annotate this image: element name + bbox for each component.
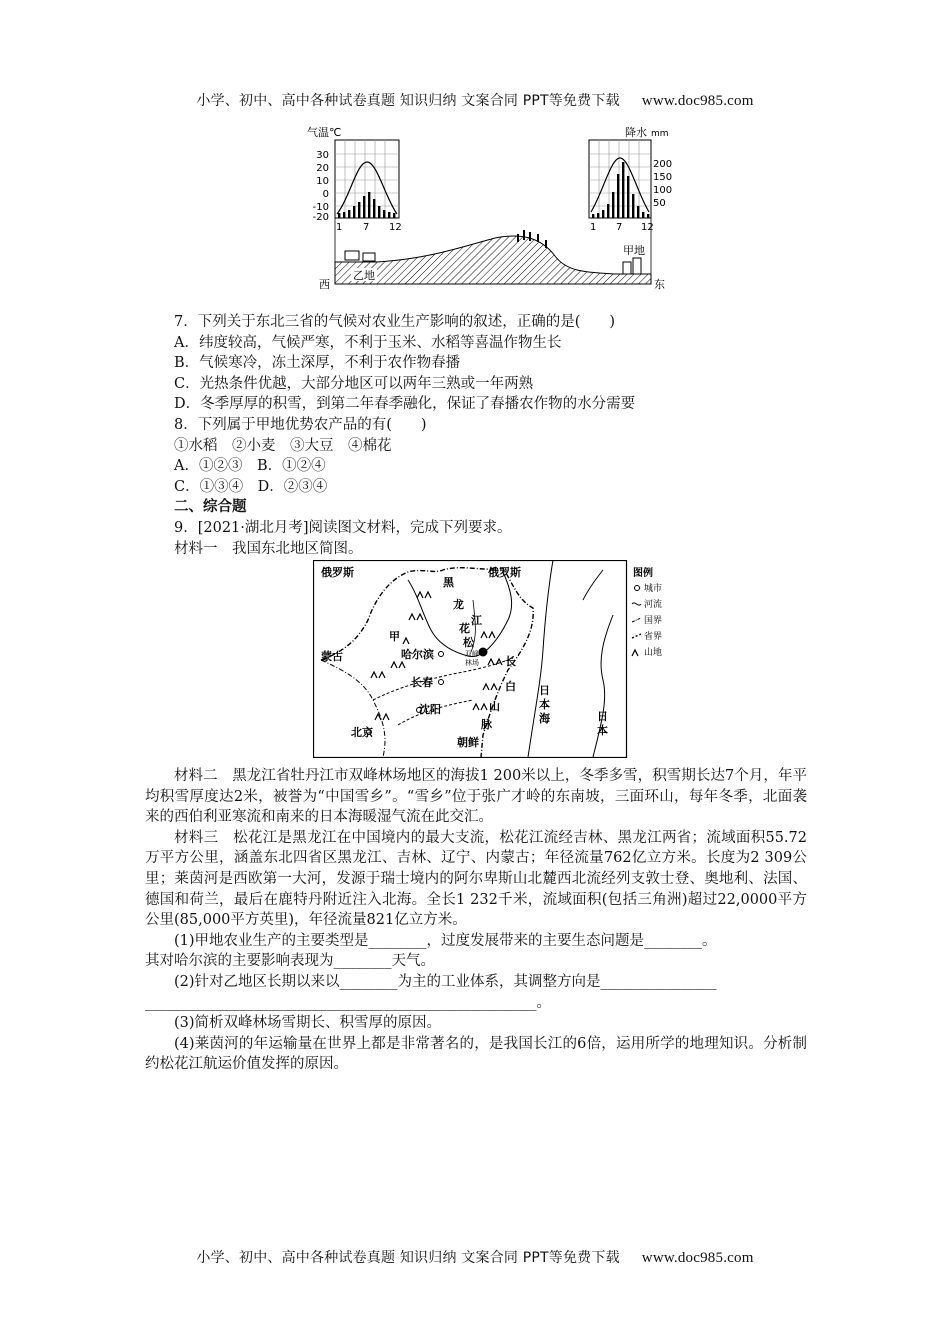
map-label: 江 bbox=[471, 614, 482, 627]
q8-stem: 8．下列属于甲地优势农产品的有( ) bbox=[174, 416, 427, 433]
month-label: 12 bbox=[389, 222, 402, 233]
map-label-japan: 日 bbox=[597, 710, 608, 723]
footer-site: www.doc985.com bbox=[641, 1250, 754, 1266]
river-legend-icon bbox=[632, 603, 641, 605]
q7-option-d: D．冬季厚厚的积雪，到第二年春季融化，保证了春播农作物的水分需要 bbox=[174, 396, 636, 413]
northeast-map bbox=[313, 560, 678, 758]
sub-question-1b: 其对哈尔滨的主要影响表现为________天气。 bbox=[145, 953, 435, 970]
right-axis-title: 降水 bbox=[625, 126, 647, 139]
map-label-harbin: 哈尔滨 bbox=[401, 648, 434, 661]
q8-items: ①水稻 ②小麦 ③大豆 ④棉花 bbox=[174, 437, 392, 454]
sub-question-4: (4)莱茵河的年运输量在世界上都是非常著名的，是我国长江的6倍，运用所学的地理知识。分析制约松花江航运价值发挥的原因。 bbox=[145, 1035, 807, 1073]
right-tick: 50 bbox=[653, 198, 666, 209]
q8-options-cd: C．①③④ D．②③④ bbox=[174, 478, 328, 495]
legend-title: 图例 bbox=[633, 568, 653, 579]
right-chart-frame bbox=[589, 140, 651, 218]
right-tick: 150 bbox=[653, 172, 673, 183]
material-2: 材料二 黑龙江省牡丹江市双峰林场地区的海拔1 200米以上，冬季多雪，积雪期长达7个月，年平均积雪厚度达2米，被誉为“中国雪乡”。“雪乡”位于张广才岭的东南坡，三面环山，每年冬季，北面袭来的西伯利亚寒流和南来的日本海暖湿气流在此交汇。 bbox=[145, 768, 807, 826]
village-icon bbox=[345, 251, 375, 261]
header-site: www.doc985.com bbox=[641, 93, 754, 109]
sub-question-2b: ______________________________________________________。 bbox=[145, 994, 551, 1011]
month-label: 1 bbox=[336, 222, 343, 233]
month-label: 7 bbox=[616, 222, 623, 233]
east-label: 东 bbox=[654, 278, 665, 291]
left-tick: 30 bbox=[316, 150, 329, 161]
left-tick: 0 bbox=[322, 189, 329, 200]
map-label-shenyang: 沈阳 bbox=[419, 703, 441, 716]
right-tick: 100 bbox=[653, 185, 673, 196]
map-label: 白 bbox=[505, 680, 516, 693]
questions-block-1 bbox=[145, 312, 807, 559]
national-border-legend-icon bbox=[632, 618, 641, 622]
map-label-farm: 双峰 bbox=[465, 650, 479, 658]
q7-option-a: A．纬度较高，气候严寒，不利于玉米、水稻等喜温作物生长 bbox=[174, 334, 562, 351]
month-label: 12 bbox=[641, 222, 654, 233]
map-label-russia: 俄罗斯 bbox=[321, 566, 354, 579]
q7-stem: 7．下列关于东北三省的气候对农业生产影响的叙述，正确的是( ) bbox=[174, 314, 616, 330]
section-title: 二、综合题 bbox=[174, 498, 247, 516]
legend-item: 国界 bbox=[644, 616, 663, 626]
town-icon bbox=[623, 258, 641, 274]
month-label: 1 bbox=[590, 222, 597, 233]
sub-question-1a: (1)甲地农业生产的主要类型是________，过度发展带来的主要生态问题是________。 bbox=[174, 932, 717, 949]
right-temp-curve bbox=[591, 158, 649, 212]
map-label-sea: 日 bbox=[539, 684, 550, 697]
q7-option-b: B．气候寒冷，冻土深厚，不利于农作物春播 bbox=[174, 355, 461, 372]
header-text: 小学、初中、高中各种试卷真题 知识归纳 文案合同 PPT等免费下载 bbox=[196, 93, 620, 109]
right-tick: 200 bbox=[653, 159, 673, 170]
page-footer bbox=[0, 1247, 950, 1267]
legend-item: 山地 bbox=[644, 648, 663, 658]
left-tick: 10 bbox=[316, 176, 329, 187]
terrain-profile bbox=[335, 236, 651, 284]
city-legend-icon bbox=[635, 586, 640, 591]
map-label-mongolia: 蒙古 bbox=[321, 650, 343, 663]
map-label-japan: 本 bbox=[597, 724, 608, 737]
map-label-changchun: 长春 bbox=[411, 676, 433, 689]
sub-question-2a: (2)针对乙地区长期以来以________为主的工业体系，其调整方向是________________ bbox=[174, 973, 717, 990]
map-label-farm: 林场 bbox=[465, 659, 479, 667]
left-chart-frame bbox=[335, 140, 399, 218]
provincial-border-legend-icon bbox=[632, 634, 641, 638]
site-a-label: 乙地 bbox=[353, 269, 375, 282]
map-label: 花 bbox=[459, 622, 470, 635]
page-header bbox=[0, 90, 950, 110]
map-label: 脉 bbox=[481, 718, 492, 731]
q8-options-ab: A．①②③ B．①②④ bbox=[174, 458, 326, 475]
map-label: 松 bbox=[463, 636, 474, 649]
map-label-korea: 朝鲜 bbox=[457, 736, 479, 749]
map-label-beijing: 北京 bbox=[351, 726, 373, 739]
climate-profile-figure bbox=[305, 122, 675, 294]
legend-item: 城市 bbox=[644, 584, 663, 594]
q9-material1: 材料一 我国东北地区简图。 bbox=[174, 540, 363, 557]
legend-item: 省界 bbox=[644, 632, 663, 642]
left-axis-title: 气温℃ bbox=[307, 126, 342, 139]
q9-stem: 9．[2021·湖北月考]阅读图文材料，完成下列要求。 bbox=[174, 519, 512, 536]
q7-option-c: C．光热条件优越，大部分地区可以两年三熟或一年两熟 bbox=[174, 375, 534, 392]
map-label-russia: 俄罗斯 bbox=[488, 566, 521, 579]
shuangfeng-marker bbox=[479, 648, 488, 657]
left-tick: -10 bbox=[312, 202, 329, 213]
mountain-legend-icon bbox=[632, 650, 638, 656]
month-label: 7 bbox=[363, 222, 370, 233]
sub-question-3: (3)简析双峰林场雪期长、积雪厚的原因。 bbox=[174, 1015, 442, 1032]
map-label-sea: 海 bbox=[539, 712, 550, 725]
west-label: 西 bbox=[319, 278, 330, 291]
map-label-sea: 本 bbox=[539, 698, 550, 711]
left-tick: -20 bbox=[312, 212, 329, 223]
site-b-label: 甲地 bbox=[623, 244, 645, 257]
right-precip-bars bbox=[592, 162, 649, 218]
material-3: 材料三 松花江是黑龙江在中国境内的最大支流，松花江流经吉林、黑龙江两省；流域面积55.72万平方公里，涵盖东北四省区黑龙江、吉林、辽宁、内蒙古；年径流量762亿立方米。长度为2 309公里；莱茵河是西欧第一大河，发源于瑞士境内的阿尔卑斯山北麓西北流经列支敦士登、奥地利、法国、德国和荷兰，最后在鹿特丹附近注入北海。全长1 232千米，流域面积(包括三角洲)超过22,0000平方公里(85,000平方英里)，年径流量821亿立方米。 bbox=[145, 829, 807, 929]
footer-text: 小学、初中、高中各种试卷真题 知识归纳 文案合同 PPT等免费下载 bbox=[196, 1250, 620, 1266]
legend-item: 河流 bbox=[644, 600, 663, 610]
right-unit: mm bbox=[651, 129, 669, 139]
map-label: 龙 bbox=[453, 598, 464, 611]
map-label: 长 bbox=[505, 655, 516, 668]
questions-block-2 bbox=[145, 766, 807, 1075]
left-tick: 20 bbox=[316, 163, 329, 174]
map-label-jia: 甲 bbox=[389, 630, 400, 643]
map-label: 黑 bbox=[443, 576, 454, 589]
map-label: 山 bbox=[489, 700, 500, 713]
